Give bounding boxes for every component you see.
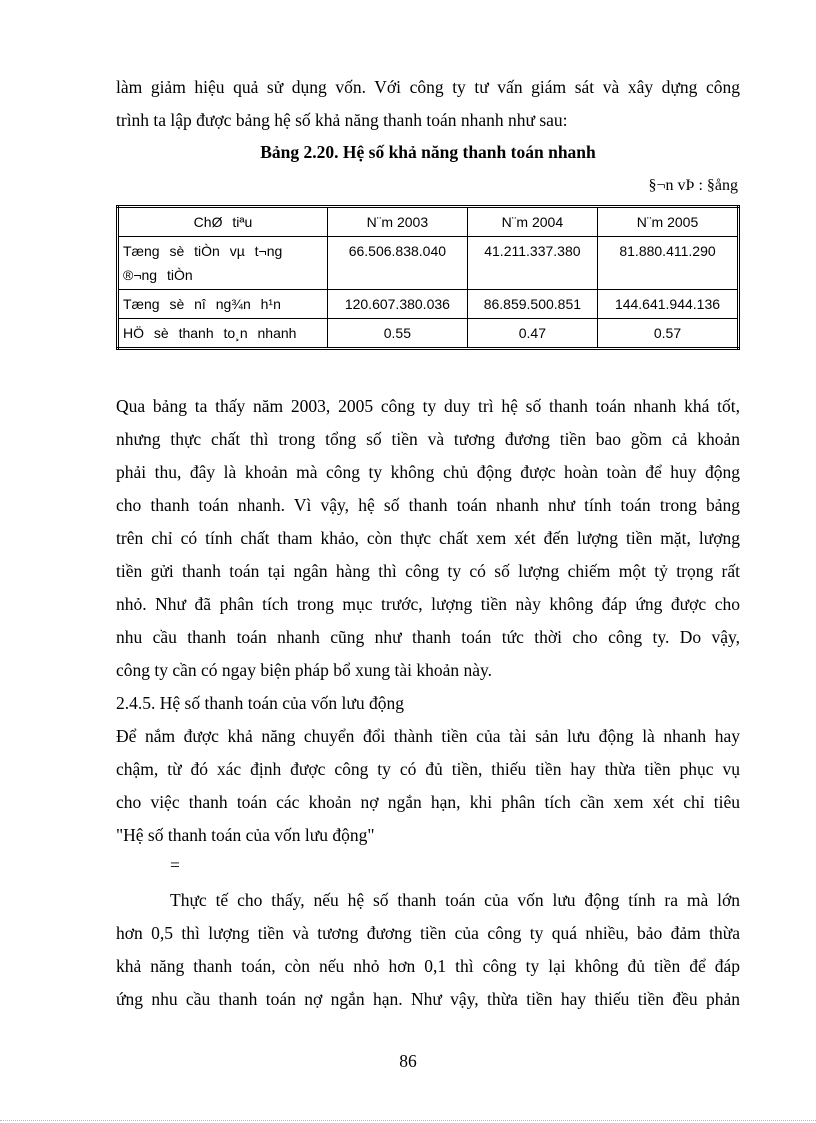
paragraph1-line: Qua bảng ta thấy năm 2003, 2005 công ty duy trì hệ số thanh toán nhanh khá tốt, — [116, 396, 740, 416]
row-label: Tæng sè nî ng¾n h¹n — [118, 290, 328, 319]
formula-equals-sign: = — [170, 855, 180, 875]
table-caption: Bảng 2.20. Hệ số khả năng thanh toán nhanh — [260, 142, 596, 162]
section-heading: 2.4.5. Hệ số thanh toán của vốn lưu động — [116, 693, 404, 713]
paragraph1-line: cho thanh toán nhanh. Vì vậy, hệ số thanh toán nhanh như tính toán trong bảng — [116, 495, 740, 515]
paragraph1-line: phải thu, đây là khoản mà công ty không chủ động được hoàn toàn để huy động — [116, 462, 740, 482]
paragraph1-line: nhỏ. Như đã phân tích trong mục trước, lượng tiền này không đáp ứng được cho — [116, 594, 740, 614]
table-row — [118, 319, 739, 349]
page-number: 86 — [399, 1051, 417, 1071]
table-row — [118, 290, 739, 319]
row-label — [118, 237, 328, 290]
table-cell: 0.47 — [467, 319, 597, 349]
paragraph1-line: nhưng thực chất thì trong tổng số tiền và tương đương tiền bao gồm cả khoản — [116, 429, 740, 449]
quick-ratio-table — [116, 205, 740, 350]
table-cell: 86.859.500.851 — [467, 290, 597, 319]
header-year-2005: N¨m 2005 — [598, 207, 739, 237]
paragraph3-line: Thực tế cho thấy, nếu hệ số thanh toán của vốn lưu động tính ra mà lớn — [170, 890, 740, 910]
paragraph2-line: Để nắm được khả năng chuyển đổi thành tiền của tài sản lưu động là nhanh hay — [116, 726, 740, 746]
header-year-2004: N¨m 2004 — [467, 207, 597, 237]
table-cell: 120.607.380.036 — [328, 290, 468, 319]
table-cell: 81.880.411.290 — [598, 237, 739, 290]
row-label: HÖ sè thanh to¸n nhanh — [118, 319, 328, 349]
row-label-line: ®¬ng tiÒn — [123, 267, 193, 283]
table-cell: 144.641.944.136 — [598, 290, 739, 319]
table-cell: 0.57 — [598, 319, 739, 349]
paragraph2-line: chậm, từ đó xác định được công ty có đủ tiền, thiếu tiền hay thừa tiền phục vụ — [116, 759, 740, 779]
paragraph1-line: công ty cần có ngay biện pháp bổ xung tài khoản này. — [116, 660, 492, 680]
table-cell: 0.55 — [328, 319, 468, 349]
table-cell: 66.506.838.040 — [328, 237, 468, 290]
header-year-2003: N¨m 2003 — [328, 207, 468, 237]
intro-line-1: làm giảm hiệu quả sử dụng vốn. Với công ty tư vấn giám sát và xây dựng công — [116, 77, 740, 97]
paragraph3-line: hơn 0,5 thì lượng tiền và tương đương tiền của công ty quá nhiều, bảo đảm thừa — [116, 923, 740, 943]
paragraph1-line: trên chỉ có tính chất tham khảo, còn thực chất xem xét đến lượng tiền mặt, lượng — [116, 528, 740, 548]
page-bottom-divider — [0, 1120, 816, 1121]
header-indicator: ChØ tiªu — [118, 207, 328, 237]
paragraph2-line: cho việc thanh toán các khoản nợ ngắn hạn, khi phân tích cần xem xét chỉ tiêu — [116, 792, 740, 812]
paragraph3-line: khả năng thanh toán, còn nếu nhỏ hơn 0,1 thì công ty lại không đủ tiền để đáp — [116, 956, 740, 976]
paragraph1-line: tiền gửi thanh toán tại ngân hàng thì công ty có số lượng chiếm một tỷ trọng rất — [116, 561, 740, 581]
paragraph3-line: ứng nhu cầu thanh toán nợ ngắn hạn. Như vậy, thừa tiền hay thiếu tiền đều phản — [116, 989, 740, 1009]
row-label-line: Tæng sè tiÒn vµ t¬ng — [123, 243, 283, 259]
intro-line-2: trình ta lập được bảng hệ số khả năng thanh toán nhanh như sau: — [116, 110, 568, 130]
paragraph1-line: nhu cầu thanh toán nhanh cũng như thanh toán tức thời cho công ty. Do vậy, — [116, 627, 740, 647]
unit-label: §¬n vÞ : §ång — [648, 177, 738, 194]
paragraph2-line: "Hệ số thanh toán của vốn lưu động" — [116, 825, 375, 845]
table-row — [118, 237, 739, 290]
table-cell: 41.211.337.380 — [467, 237, 597, 290]
table-header-row — [118, 207, 739, 237]
